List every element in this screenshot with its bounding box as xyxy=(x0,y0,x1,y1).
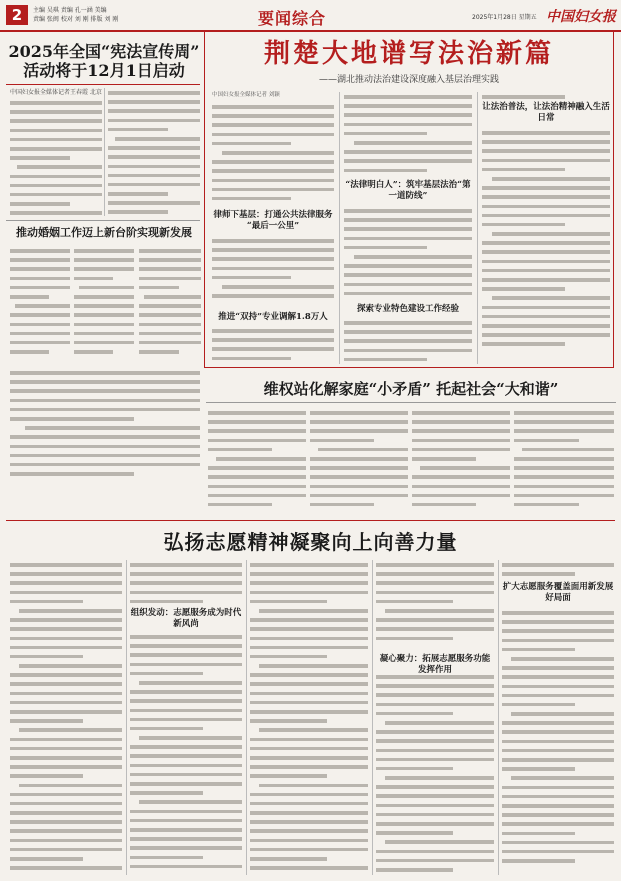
article4-headline: 弘扬志愿精神凝聚向上向善力量 xyxy=(163,530,458,554)
feature-body-col2-bottom xyxy=(344,318,472,364)
editor-credits-1: 主编 吴琪 责编 孔一涵 美编 xyxy=(33,7,107,14)
feature-body-col3-top xyxy=(482,92,610,102)
article4-body-col5 xyxy=(502,608,614,875)
article4-body-col2-top xyxy=(130,560,242,606)
article2-body-col3 xyxy=(139,246,201,356)
newspaper-logo: 中国妇女报 xyxy=(546,9,616,25)
article4-body-col3 xyxy=(250,560,368,875)
article1-headline-2: 活动将于12月1日启动 xyxy=(23,61,185,80)
editor-credits-2: 责编 张闽 校对 刘 刚 排版 刘 刚 xyxy=(33,16,119,23)
article2-body-col1 xyxy=(10,246,70,356)
feature-subhead-4: 探索专业特色建设工作经验 xyxy=(356,304,459,314)
article1-body-col1 xyxy=(10,98,102,216)
feature-subhead-1: 律师下基层：打通公共法律服务 “最后一公里” xyxy=(213,210,333,231)
feature-byline: 中国妇女报全媒体记者 刘颖 xyxy=(212,92,280,98)
article2-headline: 推动婚姻工作迈上新台阶实现新发展 xyxy=(16,226,192,239)
article4-body-col4 xyxy=(376,672,494,875)
article3-headline: 维权站化解家庭“小矛盾” 托起社会“大和谐” xyxy=(263,380,559,398)
feature-body-col1-top xyxy=(212,102,334,207)
article1-byline: 中国妇女报全媒体记者王春霞 北京 xyxy=(10,89,102,96)
article4-body-col1 xyxy=(10,560,122,875)
article1-body-col2 xyxy=(108,88,200,216)
article4-body-col5-top xyxy=(502,560,614,580)
article4-subhead-2: 凝心聚力：拓展志愿服务功能发挥作用 xyxy=(379,654,491,675)
feature-subheadline: ——湖北推动法治建设深度融入基层治理实践 xyxy=(318,75,499,85)
article4-subhead-3: 扩大志愿服务覆盖面用新发展好局面 xyxy=(502,582,614,603)
feature-headline: 荆楚大地谱写法治新篇 xyxy=(263,39,554,69)
feature-subhead-2: 推进“双持”专业调解1.8万人 xyxy=(218,312,328,322)
article3-body-col4 xyxy=(514,408,614,508)
article3-body-col2 xyxy=(310,408,408,508)
issue-date: 2025年1月28日 星期五 xyxy=(472,14,537,21)
feature-subhead-5: 让法治普法，让法治精神融入生活 日常 xyxy=(482,102,610,123)
feature-body-col2-mid xyxy=(344,206,472,304)
article4-subhead-1: 组织发动：志愿服务成为时代新风尚 xyxy=(130,608,242,629)
article2-body-lower xyxy=(10,368,200,478)
section-name: 要闻综合 xyxy=(258,9,327,28)
page-number: 2 xyxy=(6,5,28,25)
feature-body-col1-mid xyxy=(212,236,334,308)
masthead xyxy=(0,0,621,32)
article1-headline-1: 2025年全国“宪法宣传周” xyxy=(8,42,200,61)
article3-body-col1 xyxy=(208,408,306,508)
feature-body-col2-top xyxy=(344,92,472,180)
feature-body-col3 xyxy=(482,128,610,364)
article2-body-col2 xyxy=(74,246,134,356)
article4-body-col4-top xyxy=(376,560,494,650)
article3-body-col3 xyxy=(412,408,510,508)
feature-subhead-3: “法律明白人”：筑牢基层法治“第 一道防线” xyxy=(345,180,471,201)
article4-body-col2 xyxy=(130,632,242,875)
feature-body-col1-bottom xyxy=(212,326,334,364)
